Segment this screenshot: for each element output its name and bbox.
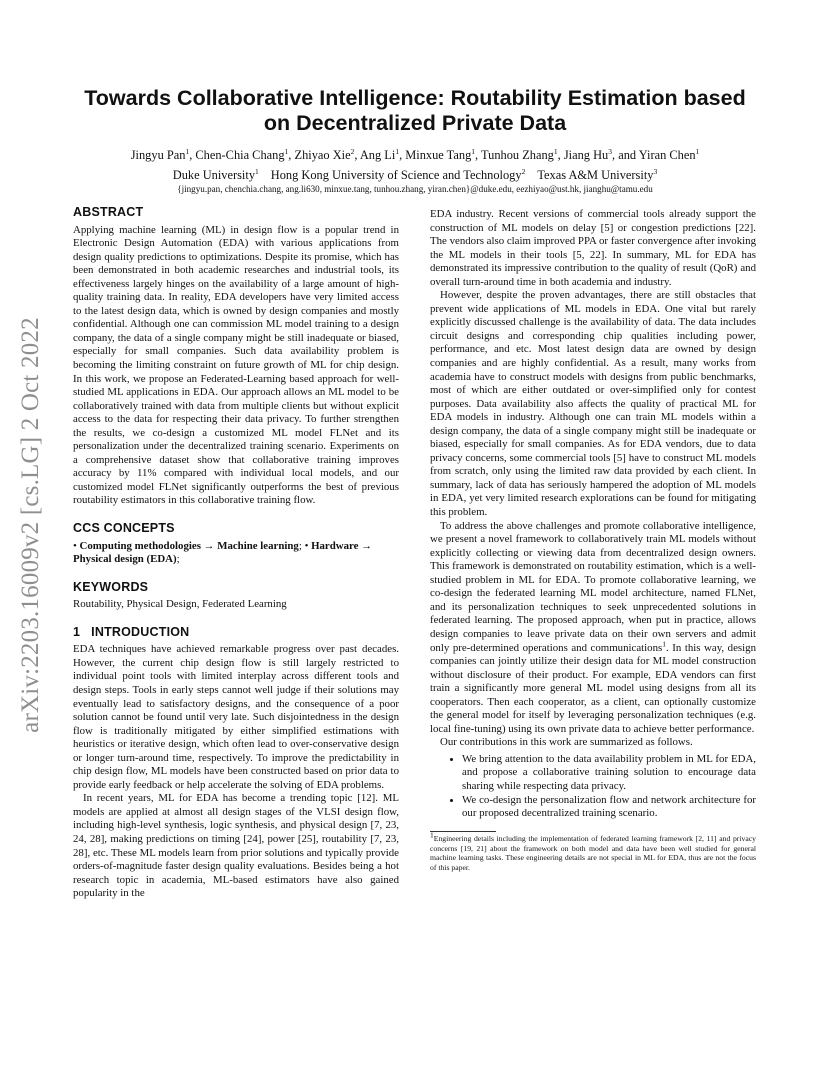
author-affiliation-mark: 1 [395, 146, 400, 156]
contribution-item: • We bring attention to the data availability problem in ML for EDA, and propose a collaborative training solution to encourage data sharing while respecting data privacy. [462, 753, 756, 794]
footnote-rule [430, 831, 496, 832]
ccs-bullet: • [304, 539, 309, 552]
footnote-text: Engineering details including the implementation of federated learning framework [2, 11] and privacy concerns [19, 21] about the framework on both model and data have been well studied for general machine learning tasks. These engineering details are not special in ML for EDA, thus are not the focus of this paper. [430, 833, 756, 873]
ccs-arrow: → [361, 539, 373, 552]
author-affiliation-mark: 1 [284, 146, 289, 156]
intro-paragraph: However, despite the proven advantages, there are still obstacles that prevent wide applications of ML models in EDA. One vital but rarely explicitly discussed challenge is the availability of data. The data includes circuit designs and corresponding chip qualities including power, performance, and etc. Most latest design data are owned by design companies and are highly confidential. As a result, many works from academia have to construct models with designs from public benchmarks, most of which are either outdated or over-simplified only for contest purposes. Data availability also affects the quality of practical ML for EDA models in industry. Although one can train ML models within a design company, the data of a single company might still be inadequate or biased, especially for small companies. As for EDA vendors, due to data privacy concerns, some commercial tools [5] have to construct ML models from scratch, only using the limited raw data provided by each client. In summary, lack of data has seriously hampered the adoption of ML models in EDA, yet very limited research explorations can be found for mitigating this problem. [430, 289, 756, 519]
ccs-bullet: • [73, 539, 77, 552]
affiliation-name: Duke University [172, 168, 256, 182]
author-affiliation-mark: 1 [553, 146, 558, 156]
ccs-end: ; [176, 553, 180, 566]
affiliation-number: 3 [653, 166, 658, 176]
intro-paragraph: EDA industry. Recent versions of commercial tools already support the construction of ML models on delay [5] or congestion predictions [22]. The vendors also claim improved PPA or faster convergence after invoking the ML models in their tools [5, 22]. In summary, ML for EDA has demonstrated its impressive contribution to the quality of result (QoR) and overall turn-around time in both academia and industry. [430, 208, 756, 288]
author-name: Jiang Hu [563, 148, 609, 162]
intro-paragraph: In recent years, ML for EDA has become a trending topic [12]. ML models are applied at almost all design stages of the VLSI design flow, including high-level synthesis, logic synthesis, and physical design [7, 23, 24, 28], making predictions on timing [24], power [25], routability [7, 23, 28], etc. These ML models learn from prior solutions and typically provide orders-of-magnitude faster design quality evaluations. Besides being a hot research topic in academia, ML-based estimators have also gained popularity in the [73, 792, 399, 900]
author-name: Zhiyao Xie [294, 148, 351, 162]
affiliation-number: 1 [255, 166, 259, 176]
author-affiliation-mark: 1 [185, 146, 190, 156]
paper-title: Towards Collaborative Intelligence: Routability Estimation based on Decentralized Private Data [84, 86, 746, 135]
intro-text: . In this way, design companies can jointly utilize their design data for ML model construction without disclosure of their product. For example, EDA vendors can first train a significantly more general ML model using designs from all its cooperators. Then each cooperator, as a client, can optionally customize the general model for itself by leveraging personalization techniques (e.g. local fine-tuning) using its own private data to achieve better performance. [430, 641, 756, 735]
author-name: Jingyu Pan [130, 148, 186, 162]
intro-paragraph: Our contributions in this work are summarized as follows. [440, 736, 693, 749]
footnote-number: 1 [430, 830, 434, 840]
arxiv-identifier [14, 290, 48, 760]
abstract-text: Applying machine learning (ML) in design flow is a popular trend in Electronic Design Automation (EDA) with various applications from design quality predictions to optimizations. Despite its promise, which has been demonstrated in both academic researches and industrial tools, its effectiveness largely hinges on the availability of a large amount of high-quality training data. In reality, EDA developers have very limited access to the latest design data, which is owned by design companies and mostly confidential. Although one can commission ML model training to a design company, the data of a single company might be still inadequate or biased, especially for small companies. Such data availability problem is becoming the limiting constraint on future growth of ML for chip design. In this work, we propose an Federated-Learning based approach for well-studied ML applications in EDA. Our approach allows an ML model to be collaboratively trained with data from multiple clients but without explicit access to the data for respecting their data privacy. To further strengthen the results, we co-design a customized ML model FLNet and its personalization under the decentralized training scenario. Experiments on a comprehensive dataset show that collaborative training improves accuracy by 11% compared with individual local models, and our customized model FLNet significantly outperforms the best of previous routability estimators in this collaborative training flow. [73, 223, 399, 507]
author-emails: {jingyu.pan, chenchia.chang, ang.li630, minxue.tang, tunhou.zhang, yiran.chen}@duke.edu, eezhiyao@ust.hk, jianghu@tamu.edu [177, 184, 653, 194]
right-column [430, 208, 756, 873]
arxiv-id-text: arXiv:2203.16009v2 [cs.LG] 2 Oct 2022 [17, 317, 45, 733]
keywords-text: Routability, Physical Design, Federated Learning [73, 598, 287, 611]
abstract-heading: ABSTRACT [73, 205, 144, 219]
ccs-arrow: → [203, 539, 215, 552]
author-affiliation-mark: 1 [471, 146, 476, 156]
ccs-separator: ; [298, 539, 302, 552]
ccs-concepts [73, 540, 399, 567]
affiliation-name: Hong Kong University of Science and Technology [270, 168, 522, 182]
ccs-term: Hardware [311, 539, 359, 552]
ccs-term: Computing methodologies [79, 539, 201, 552]
intro-text: To address the above challenges and promote collaborative intelligence, we present a novel framework to collaboratively train ML models without explicitly collecting or viewing data from decentralized design owners. This framework is demonstrated on routability estimation, which is a well-studied problem in ML for EDA. To promote collaborative learning, we co-design the federated learning ML model architecture, named FLNet, and its personalization techniques to seek unprecedented solutions in federated learning. The proposed approach, when put in practice, allows design companies to leave private data on their own servers and admit only pre-determined operations and communications [430, 519, 756, 654]
left-column [73, 206, 399, 901]
author-name: Yiran Chen [638, 148, 696, 162]
intro-paragraph [430, 520, 756, 737]
ccs-term: Physical design (EDA) [73, 553, 177, 566]
contribution-item: • We co-design the personalization flow and network architecture for our proposed decentralized training scenario. [462, 794, 756, 821]
author-affiliation-mark: 1 [695, 146, 700, 156]
ccs-heading: CCS CONCEPTS [73, 521, 175, 536]
intro-paragraph: EDA techniques have achieved remarkable progress over past decades. However, the current chip design flow is still largely restricted to individual point tools with limited interplay across different tools and design steps. Tools in early steps cannot well judge if their solutions may eventually lead to satisfactory designs, and the consequence of a poor solution cannot be found until very late. Such disjointedness in the design flow is traditionally mitigated by either simplified estimations with heuristics or iterative design, which often lead to over-conservative design or longer turn-around time, respectively. To improve the predictability in chip design flow, ML models have been constructed based on prior data to provide early feedback or help accelerate the solving of EDA problems. [73, 643, 399, 791]
affiliation-number: 2 [521, 166, 526, 176]
keywords-heading: KEYWORDS [73, 579, 149, 594]
author-name: Minxue Tang [405, 148, 472, 162]
footnote-marker: 1 [662, 638, 666, 648]
author-affiliation-mark: 2 [350, 146, 355, 156]
ccs-term: Machine learning [217, 539, 299, 552]
author-affiliation-mark: 3 [608, 146, 612, 156]
author-name: Ang Li [359, 148, 396, 162]
affiliation-name: Texas A&M University [537, 168, 654, 182]
author-name: Chen-Chia Chang [195, 148, 285, 162]
affiliation-list [60, 168, 770, 183]
author-name: Tunhou Zhang [481, 148, 554, 162]
contribution-list [430, 753, 756, 821]
footnote [430, 830, 756, 874]
author-list: Jingyu Pan$^1$, Chen-Chia Chang$^1$, Zhiyao Xie$^2$, Ang Li$^1$, Minxue Tang$^1$, Tunhou Zhang$^1$, Jiang Hu$^3$, and Yiran Chen$^1$ [130, 146, 700, 162]
introduction-heading: 1 INTRODUCTION [73, 624, 190, 639]
